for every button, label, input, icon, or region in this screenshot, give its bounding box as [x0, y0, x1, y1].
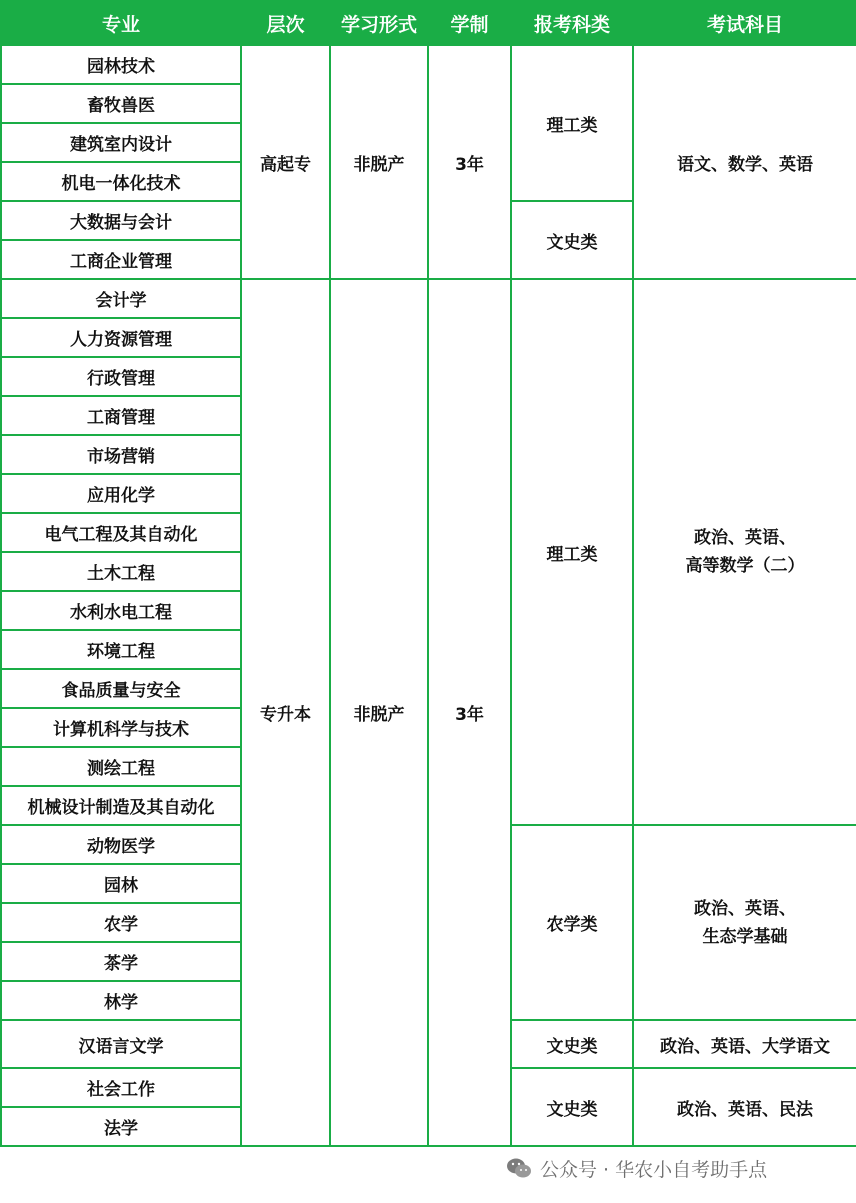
category-cell: 理工类 — [511, 45, 633, 201]
major-cell: 园林 — [1, 864, 241, 903]
wechat-icon — [506, 1155, 532, 1181]
subjects-text: 政治、英语、 生态学基础 — [694, 898, 796, 947]
header-duration: 学制 — [428, 1, 511, 45]
major-cell: 测绘工程 — [1, 747, 241, 786]
study-form-cell: 非脱产 — [330, 45, 428, 279]
major-cell: 汉语言文学 — [1, 1020, 241, 1068]
subjects-cell: 政治、英语、大学语文 — [633, 1020, 856, 1068]
major-cell: 大数据与会计 — [1, 201, 241, 240]
major-cell: 环境工程 — [1, 630, 241, 669]
major-cell: 法学 — [1, 1107, 241, 1146]
header-subjects: 考试科目 — [633, 1, 856, 45]
subjects-cell: 政治、英语、民法 — [633, 1068, 856, 1146]
major-cell: 农学 — [1, 903, 241, 942]
duration-cell: 3年 — [428, 45, 511, 279]
major-cell: 林学 — [1, 981, 241, 1020]
major-cell: 行政管理 — [1, 357, 241, 396]
watermark-text: 公众号 · 华农小自考助手点 — [540, 1158, 768, 1181]
major-cell: 工商管理 — [1, 396, 241, 435]
table-row — [1, 45, 856, 84]
study-form-cell: 非脱产 — [330, 279, 428, 1146]
major-cell: 园林技术 — [1, 45, 241, 84]
header-major: 专业 — [1, 1, 241, 45]
major-cell: 会计学 — [1, 279, 241, 318]
major-cell: 动物医学 — [1, 825, 241, 864]
major-cell: 应用化学 — [1, 474, 241, 513]
subjects-cell — [633, 825, 856, 1020]
major-cell: 茶学 — [1, 942, 241, 981]
header-level: 层次 — [241, 1, 330, 45]
level-cell: 专升本 — [241, 279, 330, 1146]
major-cell: 机械设计制造及其自动化 — [1, 786, 241, 825]
major-cell: 社会工作 — [1, 1068, 241, 1107]
category-cell: 文史类 — [511, 1020, 633, 1068]
major-cell: 电气工程及其自动化 — [1, 513, 241, 552]
subjects-cell: 语文、数学、英语 — [633, 45, 856, 279]
major-cell: 人力资源管理 — [1, 318, 241, 357]
major-cell: 工商企业管理 — [1, 240, 241, 279]
major-cell: 市场营销 — [1, 435, 241, 474]
level-cell: 高起专 — [241, 45, 330, 279]
major-cell: 食品质量与安全 — [1, 669, 241, 708]
major-cell: 计算机科学与技术 — [1, 708, 241, 747]
subjects-cell — [633, 279, 856, 825]
major-cell: 土木工程 — [1, 552, 241, 591]
duration-cell: 3年 — [428, 279, 511, 1146]
subjects-text: 政治、英语、 高等数学（二） — [685, 528, 805, 576]
major-cell: 水利水电工程 — [1, 591, 241, 630]
category-cell: 文史类 — [511, 1068, 633, 1146]
category-cell: 理工类 — [511, 279, 633, 825]
major-cell: 畜牧兽医 — [1, 84, 241, 123]
major-cell: 建筑室内设计 — [1, 123, 241, 162]
table-row — [1, 279, 856, 318]
major-cell: 机电一体化技术 — [1, 162, 241, 201]
wechat-watermark — [506, 1150, 846, 1186]
header-study-form: 学习形式 — [330, 1, 428, 45]
header-category: 报考科类 — [511, 1, 633, 45]
category-cell: 农学类 — [511, 825, 633, 1020]
header-row — [1, 1, 856, 45]
category-cell: 文史类 — [511, 201, 633, 279]
